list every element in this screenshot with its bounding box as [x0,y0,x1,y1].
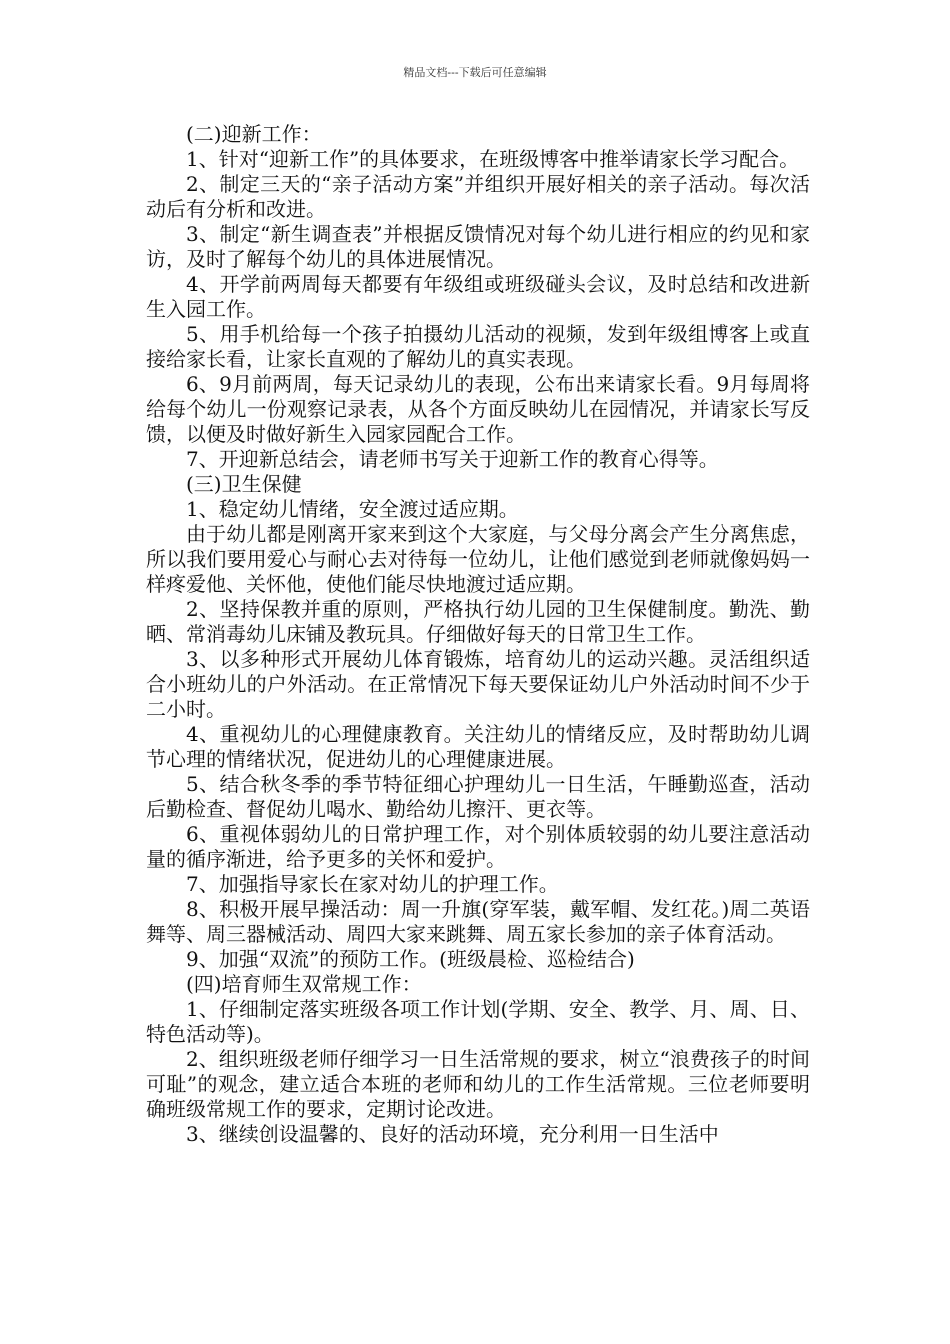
paragraph: 8、积极开展早操活动：周一升旗(穿军装，戴军帽、发红花。)周二英语舞等、周三器械活动、周四大家来跳舞、周五家长参加的亲子体育活动。 [146,897,810,946]
paragraph: 4、重视幼儿的心理健康教育。关注幼儿的情绪反应，及时帮助幼儿调节心理的情绪状况，促进幼儿的心理健康进展。 [146,722,810,771]
paragraph: 6、重视体弱幼儿的日常护理工作，对个别体质较弱的幼儿要注意活动量的循序渐进，给予更多的关怀和爱护。 [146,822,810,871]
paragraph: 3、以多种形式开展幼儿体育锻炼，培育幼儿的运动兴趣。灵活组织适合小班幼儿的户外活动。在正常情况下每天要保证幼儿户外活动时间不少于二小时。 [146,647,810,721]
section-heading-routines: (四)培育师生双常规工作： [186,972,422,996]
paragraph: 3、制定“新生调查表”并根据反馈情况对每个幼儿进行相应的约见和家访，及时了解每个幼儿的具体进展情况。 [146,222,810,271]
section-heading-welcome: (二)迎新工作： [186,122,322,146]
section-heading-health: (三)卫生保健 [186,472,302,496]
paragraph: 1、仔细制定落实班级各项工作计划(学期、安全、教学、月、周、日、特色活动等)。 [146,997,810,1046]
paragraph: 1、稳定幼儿情绪，安全渡过适应期。 [186,497,519,521]
paragraph: 2、制定三天的“亲子活动方案”并组织开展好相关的亲子活动。每次活动后有分析和改进。 [146,172,810,221]
paragraph: 7、开迎新总结会，请老师书写关于迎新工作的教育心得等。 [186,447,719,471]
paragraph: 2、坚持保教并重的原则，严格执行幼儿园的卫生保健制度。勤洗、勤晒、常消毒幼儿床铺及教玩具。仔细做好每天的日常卫生工作。 [146,597,810,646]
paragraph: 4、开学前两周每天都要有年级组或班级碰头会议，及时总结和改进新生入园工作。 [146,272,810,321]
paragraph: 1、针对“迎新工作”的具体要求，在班级博客中推举请家长学习配合。 [186,147,800,171]
paragraph: 3、继续创设温馨的、良好的活动环境，充分利用一日生活中 [186,1122,719,1146]
document-body [146,122,810,1147]
paragraph: 由于幼儿都是刚离开家来到这个大家庭，与父母分离会产生分离焦虑，所以我们要用爱心与耐心去对待每一位幼儿，让他们感觉到老师就像妈妈一样疼爱他、关怀他，使他们能尽快地渡过适应期。 [146,522,810,596]
paragraph: 9、加强“双流”的预防工作。(班级晨检、巡检结合) [186,947,635,971]
paragraph: 5、结合秋冬季的季节特征细心护理幼儿一日生活，午睡勤巡查，活动后勤检查、督促幼儿喝水、勤给幼儿擦汗、更衣等。 [146,772,810,821]
paragraph: 7、加强指导家长在家对幼儿的护理工作。 [186,872,559,896]
paragraph: 5、用手机给每一个孩子拍摄幼儿活动的视频，发到年级组博客上或直接给家长看，让家长直观的了解幼儿的真实表现。 [146,322,810,371]
paragraph: 2、组织班级老师仔细学习一日生活常规的要求，树立“浪费孩子的时间可耻”的观念，建立适合本班的老师和幼儿的工作生活常规。三位老师要明确班级常规工作的要求，定期讨论改进。 [146,1047,810,1121]
page-header: 精品文档---下载后可任意编辑 [403,66,547,79]
paragraph: 6、9月前两周，每天记录幼儿的表现，公布出来请家长看。9月每周将给每个幼儿一份观察记录表，从各个方面反映幼儿在园情况，并请家长写反馈，以便及时做好新生入园家园配合工作。 [146,372,810,446]
